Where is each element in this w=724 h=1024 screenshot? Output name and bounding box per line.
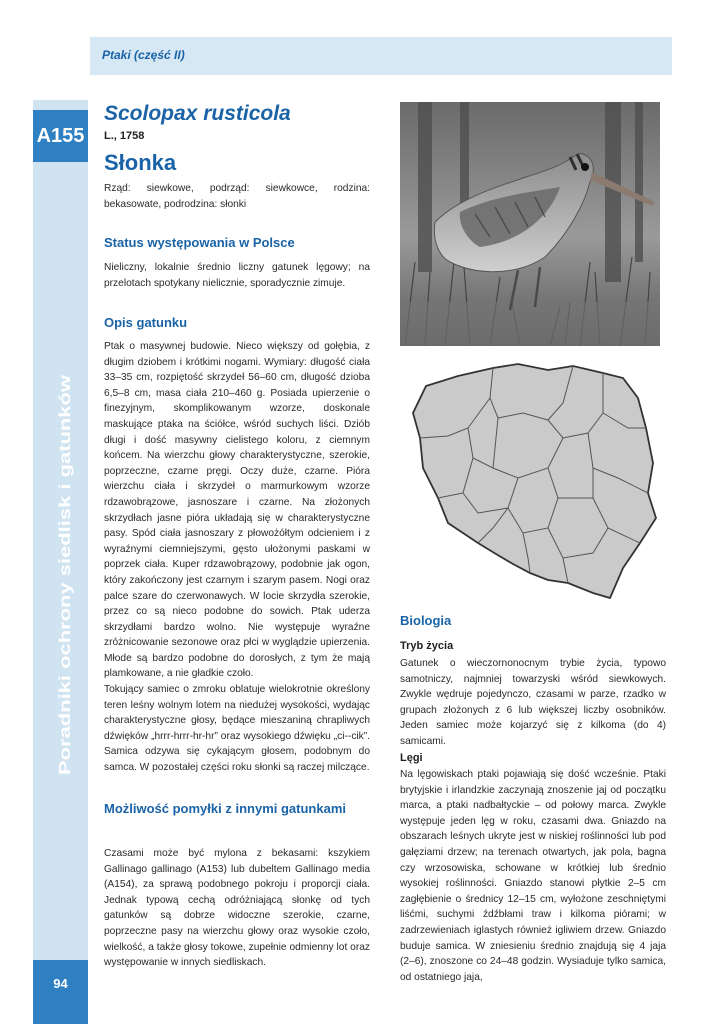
status-text: Nieliczny, lokalnie średnio liczny gatunek lęgowy; na przelotach spotykany nielicznie, sporadycznie zimuje. — [104, 262, 370, 289]
header-bar — [90, 37, 672, 75]
series-title-text: Poradniki ochrony siedlisk i gatunków — [57, 483, 74, 775]
status-heading: Status występowania w Polsce — [104, 235, 295, 250]
description-paragraph: Ptak o masywnej budowie. Nieco większy od gołębia, z długim dziobem i krótkimi nogami. Wymiary: długość ciała 33–35 cm, rozpiętość skrzydeł 56–60 cm, długość dzioba 6,5–8 cm, masa ciała 210–460 g. Posiada upierzenie o finezyjnym, skomplikowanym wzorze, doskonale maskujące ptaka na ściółce, wśród suchych liści. Dziób długi i dość masywny cielistego koloru, z ciemnym końcem. Na wierzchu głowy charakterystyczne, szerokie, poprzeczne, czarne pręgi. Oczy duże, czarne. Pióra wierzchu ciała i skrzydeł o marmurkowym wzorze rdzawobrązowe, jasnoszare i czarne. Na złożonych skrzydłach jasne pióra układają się w charakterystyczne pasy. Spód ciała jasnoszary z płowożółtym odcieniem i z wyraźnymi ciemniejszymi, gęsto ułożonymi paskami w poprzek ciała. Kuper rdzawobrązowy, podobnie jak ogon, który zakończony jest czarnym i szarym pasem. Nogi oraz palce szare do czerwonawych. W locie skrzydła szerokie, przez co są nieco podobne do sowich. Ptak uderza skrzydłami bardzo wolno. Nie występuje wyraźne zróżnicowanie sezonowe oraz płci w wyglądzie upierzenia. Młode są bardzo podobne do dorosłych, z tym że mają plamkowane, a nie gładkie czoło. — [104, 341, 370, 680]
lifestyle-text: Gatunek o wieczornonocnym trybie życia, typowo samotniczy, najmniej towarzyski wśród siewkowych. Zwykle wędruje pojedynczo, czasami w parze, rzadko w grupach złożonych z 6 lub większej liczby osobników. Jeden samiec może kojarzyć się z kilkoma (do 4) samicami. — [400, 658, 666, 747]
confusion-heading: Możliwość pomyłki z innymi gatunkami — [104, 801, 346, 816]
description-paragraph: Tokujący samiec o zmroku oblatuje wielokrotnie określony teren leśny wolnym lotem na niedużej wysokości, wydając charakterystyczne głosy, będące mieszaniną chrapliwych dźwięków „hrrr-hrrr-hr-hr” oraz wysokiego dźwięku „ci--cik”. Samica odzywa się cykającym głosem, podobnym do samca. W pozostałej części roku słonki są raczej milczące. — [104, 684, 370, 774]
description-heading: Opis gatunku — [104, 315, 188, 330]
description-text — [104, 339, 370, 776]
species-code: A155 — [33, 110, 88, 162]
series-label: Ptaki (część II) — [102, 48, 185, 62]
series-title-vertical — [55, 370, 75, 780]
page-number-box — [33, 960, 88, 1024]
page-number: 94 — [53, 976, 68, 991]
biology-heading: Biologia — [400, 613, 452, 628]
breeding-text: Na lęgowiskach ptaki pojawiają się dość wcześnie. Ptaki brytyjskie i irlandzkie zaczynają znoszenie jaj od początku marca, a ptaki nadbałtyckie – od połowy marca. Zwykle występuje jeden lęg w roku, czasami dwa. Gniazdo na obszarach leśnych ukryte jest w niskiej roślinności lub pod gałęziami drzew; na terenach otwartych, jak pola, bagna czy wrzosowiska, schowane w krótkiej lub średnio wysokiej roślinności. Gniazdo stanowi płytkie 2–5 cm zagłębienie o średnicy 12–15 cm, wyłożone zeschniętymi liśćmi, suchymi źdźbłami traw i kilkoma piórami; w zadrzewieniach iglastych również igliwiem drzew. Gniazdo buduje samica. W zniesieniu średnio znajdują się 4 jaja (2–6), znoszone co 24–48 godzin. Wysiaduje tylko samica, od ostatniego jaja, — [400, 769, 666, 983]
latin-name: Scolopax rusticola — [104, 102, 291, 125]
taxonomy-text: Rząd: siewkowe, podrząd: siewkowce, rodzina: bekasowate, podrodzina: słonki — [104, 183, 370, 210]
confusion-text: Czasami może być mylona z bekasami: kszykiem Gallinago gallinago (A153) lub dubeltem Gallinago media (A154), za sprawą podobnego pokroju i proporcji ciała. Jednak typową cechą odróżniającą słonkę od tych gatunków są dobrze widoczne szerokie, czarne, poprzeczne pasy na wierzchu głowy oraz wysokie czoło, wielkość, a także głosy tokowe, zupełnie odmienny lot oraz występowanie w innych siedliskach. — [104, 848, 370, 969]
author-year: L., 1758 — [104, 130, 145, 142]
breeding-heading: Lęgi — [400, 752, 423, 764]
poland-distribution-map — [398, 358, 663, 606]
woodcock-photo — [400, 102, 660, 346]
lifestyle-heading: Tryb życia — [400, 640, 454, 652]
polish-name: Słonka — [104, 150, 177, 175]
